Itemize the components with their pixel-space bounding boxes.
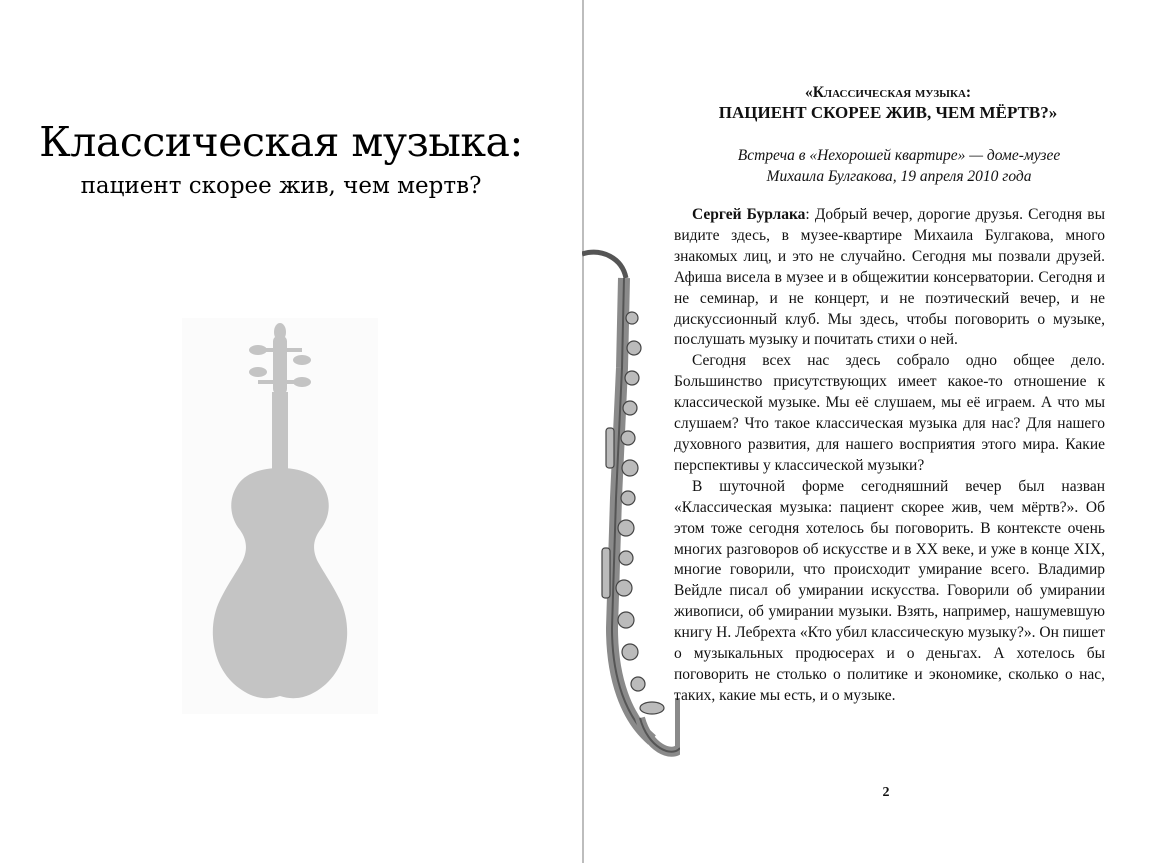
page-number: 2 (882, 785, 890, 800)
speaker-name: Сергей Бурлака (692, 206, 806, 223)
chapter-header-line2: ПАЦИЕНТ СКОРЕЕ ЖИВ, ЧЕМ МЁРТВ?» (718, 103, 1058, 122)
paragraph-2: Сегодня всех нас здесь собрало одно общее дело. Большинство присутствующих имеет какое-то отношение к классической музыке. Мы её слушаем, мы её играем. А что мы слушаем? Что такое классическая музыка для нас? Для нашего духовного развития, для нашего восприятия этого мира. Какие перспективы у классической музыки? (674, 352, 1105, 474)
cover-subtitle: пациент скорее жив, чем мертв? (80, 173, 482, 199)
paragraph-1-text: : Добрый вечер, дорогие друзья. Сегодня вы видите здесь, в музее-квартире Михаила Булгакова, много знакомых лиц, и это не случайно. Сегодня мы позвали друзей. Афиша висела в музее и в общежитии консерватории. Сегодня и не семинар, и не концерт, и не поэтический вечер, и не дискуссионный клуб. Мы здесь, чтобы поговорить о музыке, послушать музыку и почитать стихи о ней. (674, 206, 1105, 349)
chapter-subtitle (719, 145, 1079, 187)
paragraph-1 (674, 205, 1105, 351)
left-page (0, 0, 582, 863)
right-page (584, 0, 1165, 863)
subtitle-line1: Встреча в «Нехорошей квартире» — доме-музее (737, 147, 1061, 164)
paragraph-3: В шуточной форме сегодняшний вечер был назван «Классическая музыка: пациент скорее жив, чем мёртв?». Об этом тоже сегодня хотелось бы поговорить. В контексте очень многих разговоров об искусстве и в XX веке, и уже в конце XIX, многие говорили, что происходит умирание всего. Владимир Вейдле писал об умирании искусства. Говорили об умирании живописи, об умирании музыки. Взять, например, нашумевшую книгу Н. Лебрехта «Кто убил классическую музыку?». Он пишет о музыкальных продюсерах и о деньгах. А хотелось бы поговорить не столько о политике и экономике, сколько о нас, таких, какие мы есть, и о музыке. (674, 477, 1105, 704)
subtitle-line2: Михаила Булгакова, 19 апреля 2010 года (766, 168, 1032, 185)
saxophone-icon (582, 248, 680, 764)
violin-icon (182, 318, 378, 714)
cover-title: Классическая музыка: (39, 118, 523, 166)
chapter-header-line1: «Классическая музыка: (804, 84, 972, 101)
article-body (674, 205, 1105, 707)
